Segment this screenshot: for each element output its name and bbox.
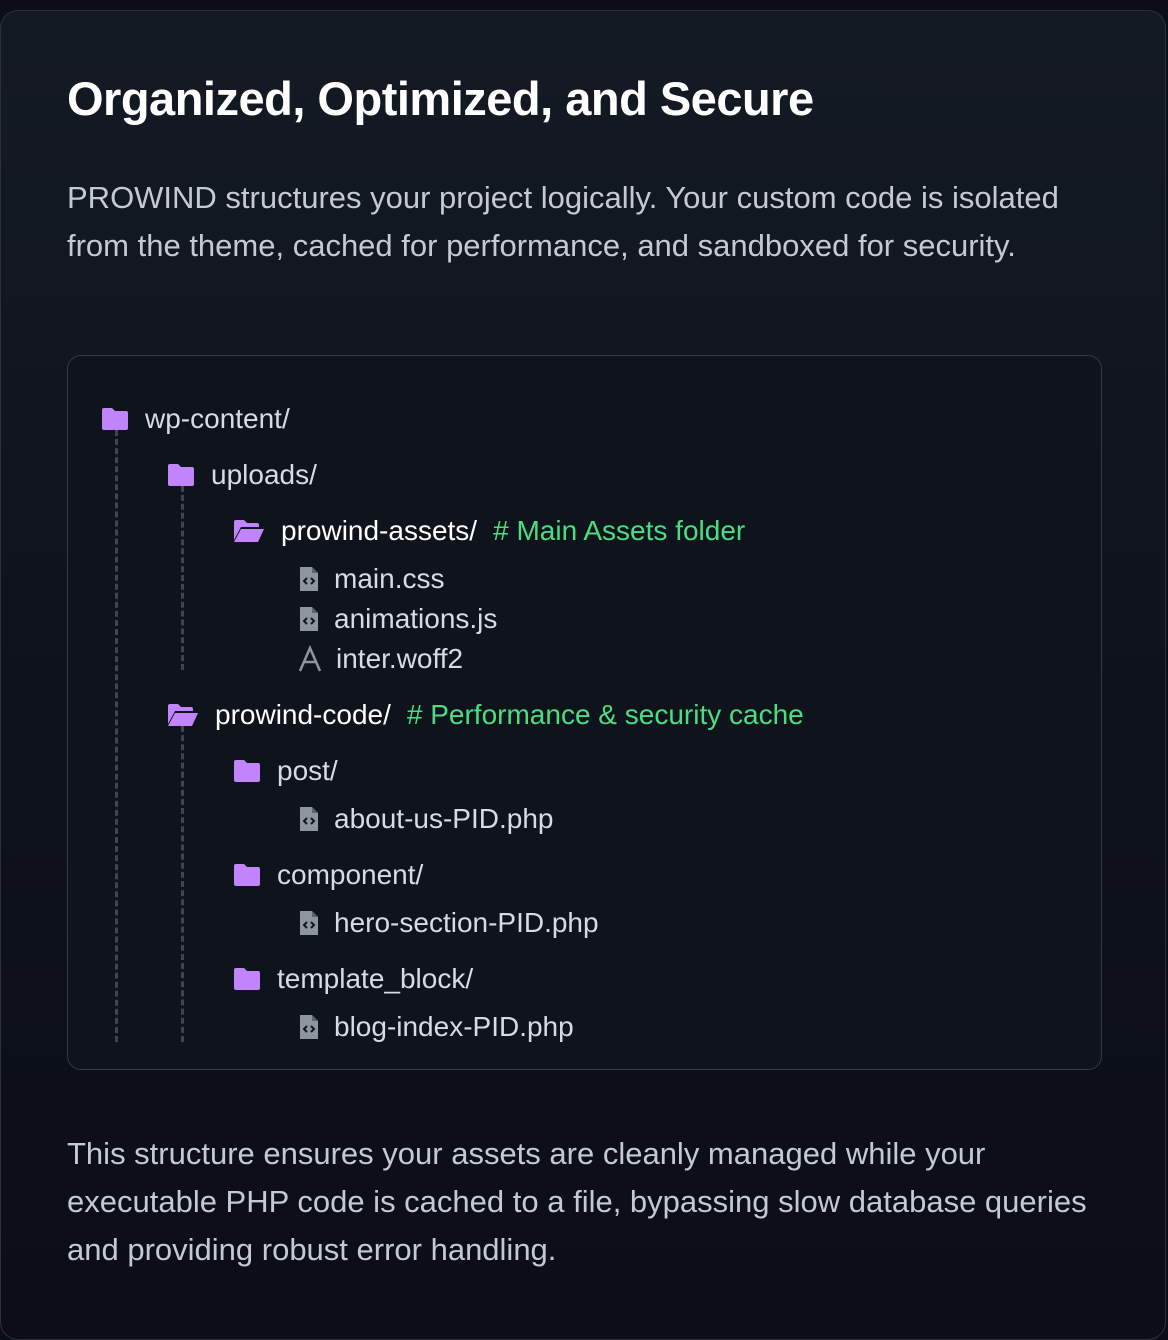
tree-label: about-us-PID.php xyxy=(334,803,554,834)
folder-icon xyxy=(232,966,262,992)
file-tree-panel xyxy=(67,355,1102,1070)
tree-folder-component[interactable] xyxy=(232,855,423,895)
tree-file-blog-index[interactable] xyxy=(296,1007,574,1047)
folder-icon xyxy=(166,462,196,488)
code-file-icon xyxy=(296,605,322,633)
tree-label: uploads/ xyxy=(211,459,317,490)
font-file-icon xyxy=(296,645,324,673)
folder-open-icon xyxy=(166,702,200,728)
tree-label: hero-section-PID.php xyxy=(334,907,599,938)
tree-folder-prowind-assets[interactable] xyxy=(232,511,745,551)
tree-guide-line-root xyxy=(115,430,118,1042)
folder-open-icon xyxy=(232,518,266,544)
tree-folder-template-block[interactable] xyxy=(232,959,473,999)
tree-guide-line-prowind-code xyxy=(181,726,184,1042)
tree-label: blog-index-PID.php xyxy=(334,1011,574,1042)
folder-icon xyxy=(232,758,262,784)
code-file-icon xyxy=(296,565,322,593)
tree-label: wp-content/ xyxy=(145,403,290,434)
code-file-icon xyxy=(296,909,322,937)
tree-comment: # Main Assets folder xyxy=(493,515,746,546)
tree-label: prowind-code/ xyxy=(215,699,391,730)
intro-paragraph: PROWIND structures your project logically. Your custom code is isolated from the theme, cached for performance, and sandboxed for security. xyxy=(67,180,1059,263)
tree-label: prowind-assets/ xyxy=(281,515,478,546)
tree-file-about-us[interactable] xyxy=(296,799,553,839)
tree-label: post/ xyxy=(277,755,338,786)
tree-folder-wp-content[interactable] xyxy=(100,399,290,439)
folder-icon xyxy=(232,862,262,888)
tree-file-inter-woff2[interactable] xyxy=(296,639,463,679)
tree-file-main-css[interactable] xyxy=(296,559,444,599)
tree-file-hero-section[interactable] xyxy=(296,903,599,943)
section-heading: Organized, Optimized, and Secure xyxy=(67,72,814,125)
tree-label: template_block/ xyxy=(277,963,474,994)
tree-comment: # Performance & security cache xyxy=(406,699,804,730)
tree-label: main.css xyxy=(334,563,445,594)
tree-guide-line-uploads xyxy=(181,486,184,670)
tree-file-animations-js[interactable] xyxy=(296,599,497,639)
content-card xyxy=(0,10,1166,1340)
tree-folder-post[interactable] xyxy=(232,751,338,791)
tree-folder-uploads[interactable] xyxy=(166,455,317,495)
tree-label: component/ xyxy=(277,859,424,890)
folder-icon xyxy=(100,406,130,432)
outro-paragraph: This structure ensures your assets are cleanly managed while your executable PHP code is cached to a file, bypassing slow database queries and providing robust error handling. xyxy=(67,1136,1087,1267)
tree-label: inter.woff2 xyxy=(336,643,464,674)
code-file-icon xyxy=(296,1013,322,1041)
tree-folder-prowind-code[interactable] xyxy=(166,695,804,735)
code-file-icon xyxy=(296,805,322,833)
tree-label: animations.js xyxy=(334,603,498,634)
